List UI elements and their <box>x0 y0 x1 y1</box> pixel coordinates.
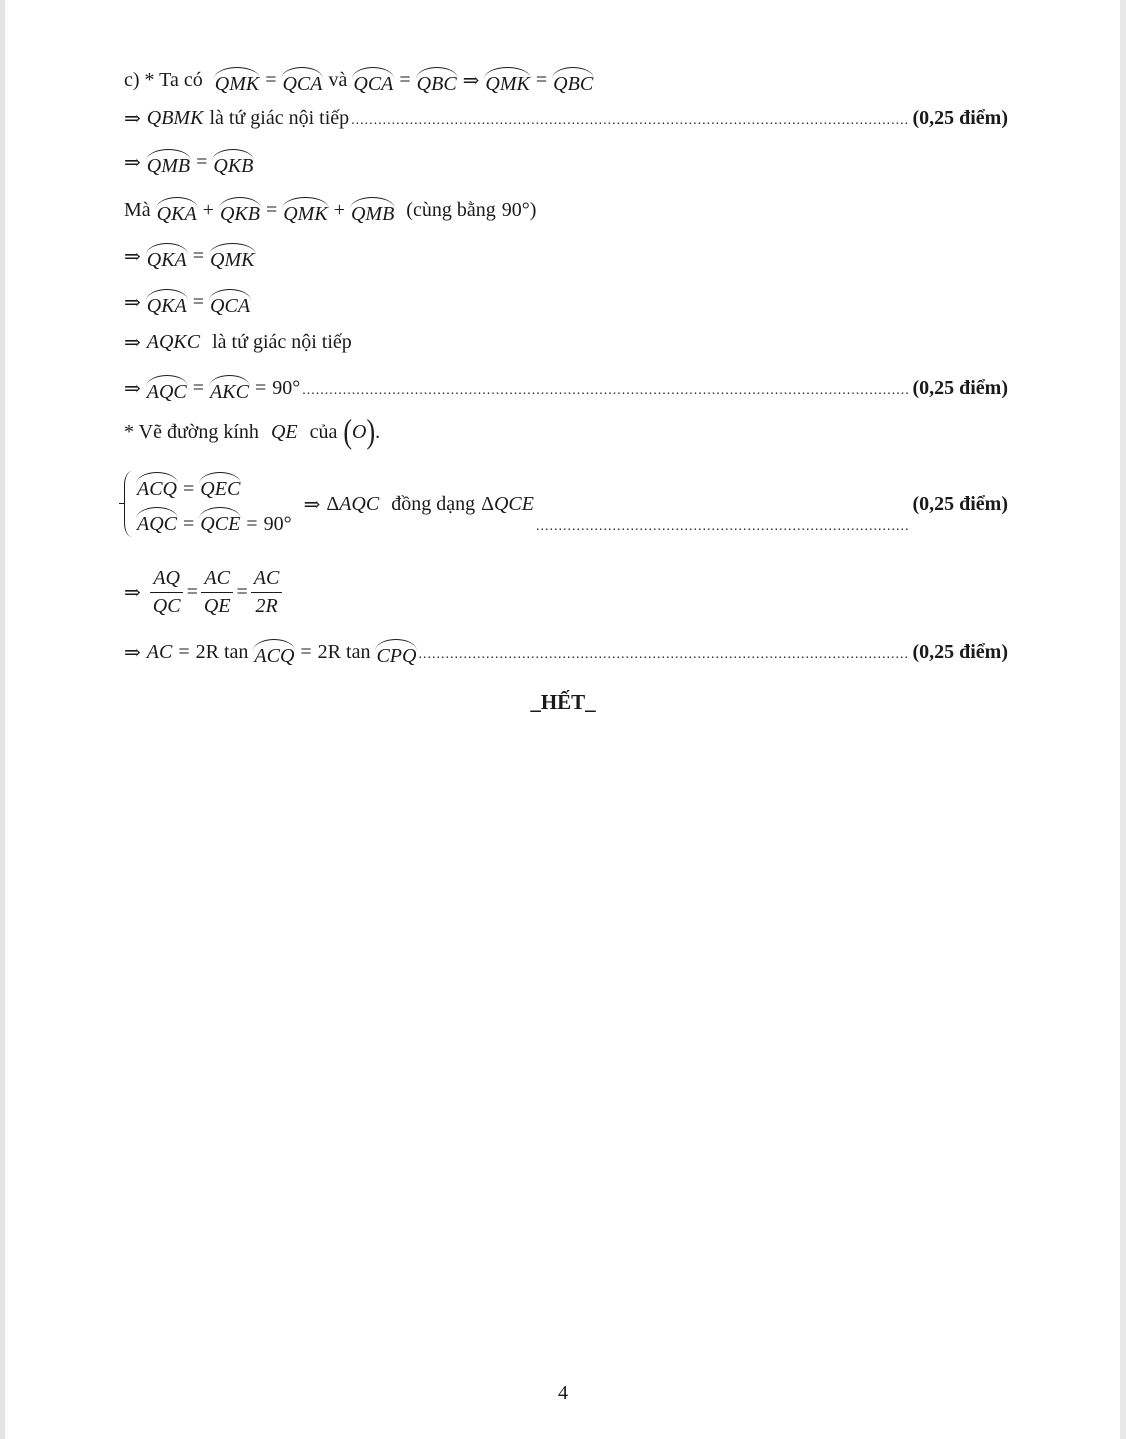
angle-qmk-3: QMK <box>283 197 327 224</box>
period: . <box>375 420 381 443</box>
line-text: là tứ giác nội tiếp <box>212 330 352 353</box>
similar-text: đồng dạng <box>391 492 476 515</box>
degree-value: 90° <box>263 513 292 535</box>
degree-value: 90° <box>272 376 301 399</box>
angle-qkb-2: QKB <box>220 197 260 224</box>
line-ac-result: ⇒ AC = 2R tan ACQ = 2R tan CPQ ..... (0,25 điểm) <box>124 634 1008 670</box>
score-label: (0,25 điểm) <box>912 640 1008 663</box>
line-draw-diameter: * Vẽ đường kính QE của ( O ) . <box>124 412 381 451</box>
left-brace <box>124 471 133 537</box>
score-label: (0,25 điểm) <box>912 376 1008 399</box>
segment-qe: QE <box>270 420 298 443</box>
fraction-ac-qe: $\frac{AC}{QE}$ <box>201 567 234 618</box>
angle-qca-2: QCA <box>353 67 393 94</box>
score-label: (0,25 điểm) <box>912 492 1008 515</box>
dot-leader <box>351 113 910 136</box>
angle-qca-3: QCA <box>210 289 250 316</box>
line-system-similar: ACQ = QEC AQC = QCE = 90° ⇒ Δ AQC đồng dạng Δ QCE ..... (0,25 điểm) <box>124 466 1008 542</box>
line-qmb-eq-qkb: ⇒ QMB = QKB <box>124 150 254 177</box>
quad-qbmk: QBMK <box>146 106 204 129</box>
angle-aqc-2: AQC <box>137 507 177 534</box>
close-paren: ) <box>529 198 537 221</box>
line-prefix: * Vẽ đường kính <box>124 420 259 443</box>
line-text: là tứ giác nội tiếp <box>209 106 350 129</box>
circle-o: O <box>352 420 367 443</box>
conj-and: và <box>328 68 348 91</box>
angle-akc: AKC <box>210 375 249 402</box>
fraction-ac-2r: $\frac{AC}{2R}$ <box>251 567 283 618</box>
angle-qmk-4: QMK <box>210 243 254 270</box>
degree-value: 90° <box>501 198 530 221</box>
angle-qce: QCE <box>200 507 240 534</box>
line-qbmk-cyclic: ⇒ QBMK là tứ giác nội tiếp ..... (0,25 điểm) <box>124 100 1008 136</box>
line-aqc-90: ⇒ AQC = AKC = 90° ..... (0,25 điểm) <box>124 370 1008 406</box>
score-label: (0,25 điểm) <box>912 106 1008 129</box>
coef-2r-tan-2: 2R tan <box>317 640 371 663</box>
angle-qkb: QKB <box>213 149 253 176</box>
line-aqkc-cyclic: ⇒ AQKC là tứ giác nội tiếp <box>124 330 352 354</box>
angle-qka: QKA <box>157 197 197 224</box>
segment-ac: AC <box>146 640 173 663</box>
line-ta-co: c) * Ta có QMK = QCA và QCA = QBC ⇒ QMK = QBC <box>124 68 594 95</box>
line-qka-eq-qca: ⇒ QKA = QCA <box>124 290 251 317</box>
line-ratio: ⇒ $\frac{AQ}{QC}$ = $\frac{AC}{QE}$ = $\frac{AC}{2R}$ <box>124 560 1008 624</box>
coef-2r-tan: 2R tan <box>195 640 249 663</box>
angle-qmb-2: QMB <box>351 197 394 224</box>
angle-aqc: AQC <box>147 375 187 402</box>
angle-qca: QCA <box>282 67 322 94</box>
conj-of: của <box>309 420 338 443</box>
line-prefix: c) * Ta có <box>124 68 203 91</box>
end-mark: _HẾT_ <box>530 690 596 714</box>
angle-qbc-2: QBC <box>553 67 593 94</box>
angle-qbc: QBC <box>417 67 457 94</box>
angle-qmb: QMB <box>147 149 190 176</box>
page-number: 4 <box>558 1382 568 1404</box>
angle-qmk-2: QMK <box>485 67 529 94</box>
quad-aqkc: AQKC <box>146 330 201 353</box>
angle-acq-2: ACQ <box>254 639 294 666</box>
angle-qka-3: QKA <box>147 289 187 316</box>
fraction-aq-qc: $\frac{AQ}{QC}$ <box>150 567 184 618</box>
angle-qka-2: QKA <box>147 243 187 270</box>
angle-qec: QEC <box>200 472 240 499</box>
dot-leader <box>418 647 910 670</box>
angle-cpq: CPQ <box>376 639 416 666</box>
line-ma-sum: Mà QKA + QKB = QMK + QMB (cùng bằng 90° ) <box>124 198 537 225</box>
line-qka-eq-qmk: ⇒ QKA = QMK <box>124 244 255 271</box>
note-text: (cùng bằng <box>406 198 496 221</box>
dot-leader <box>536 519 910 542</box>
equation-system: ACQ = QEC AQC = QCE = 90° <box>124 471 292 537</box>
dot-leader <box>302 383 910 406</box>
angle-acq: ACQ <box>137 472 177 499</box>
line-prefix: Mà <box>124 198 151 221</box>
angle-qmk: QMK <box>215 67 259 94</box>
